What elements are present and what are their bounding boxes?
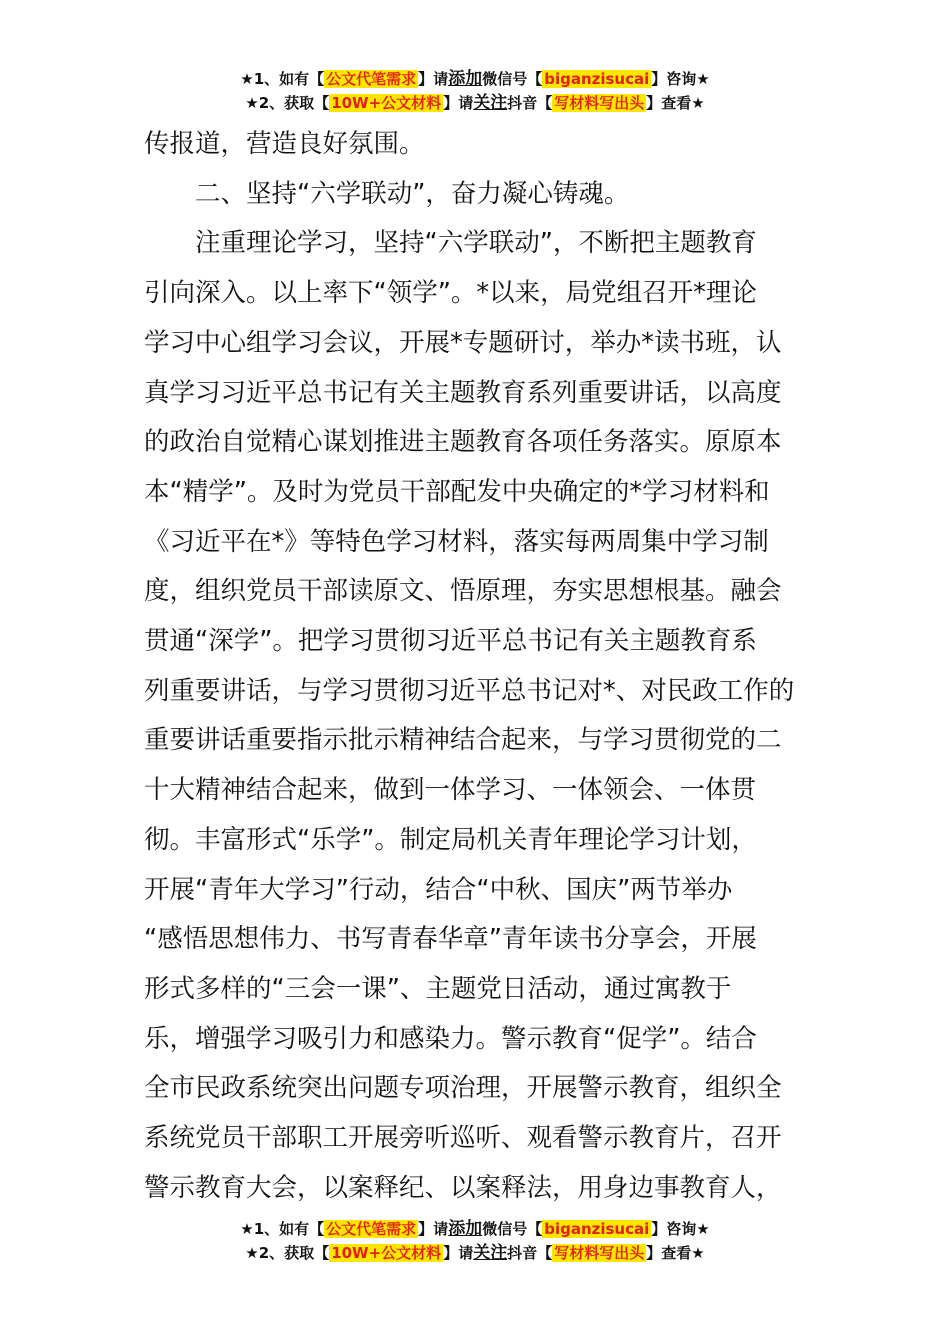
text-line: 系统党员干部职工开展旁听巡听、观看警示教育片，召开	[144, 1123, 782, 1154]
text-line: 的政治自觉精心谋划推进主题教育各项任务落实。原原本	[144, 427, 782, 458]
document-body	[144, 120, 810, 1213]
text-line: 乐，增强学习吸引力和感染力。警示教育“促学”。结合	[144, 1023, 757, 1054]
banner-line-1: ★1、如有【 公文代笔需求 】请添加微信号【 biganzisucai 】咨询★	[240, 69, 710, 89]
highlight-douyin-account: 写材料写出头	[554, 1244, 645, 1262]
section-heading: 二、坚持“六学联动”，奋力凝心铸魂。	[195, 178, 630, 209]
highlight-materials: 10W+公文材料	[331, 94, 442, 112]
highlight-service: 公文代笔需求	[326, 1220, 417, 1238]
highlight-wechat-id: biganzisucai	[544, 70, 650, 88]
top-watermark-banner	[0, 68, 950, 116]
text-line: 度，组织党员干部读原文、悟原理，夯实思想根基。融会	[144, 576, 782, 607]
banner-line-2: ★2、获取【 10W+公文材料 】请关注抖音【 写材料写出头 】查看★	[245, 93, 705, 113]
banner-line-1: ★1、如有【 公文代笔需求 】请添加微信号【 biganzisucai 】咨询★	[240, 1219, 710, 1239]
text-line: 真学习习近平总书记有关主题教育系列重要讲话，以高度	[144, 377, 782, 408]
text-line: 彻。丰富形式“乐学”。制定局机关青年理论学习计划，	[144, 824, 757, 855]
text-line: 本“精学”。及时为党员干部配发中央确定的*学习材料和	[144, 476, 770, 507]
text-line: 警示教育大会，以案释纪、以案释法，用身边事教育人，	[144, 1172, 782, 1203]
text-line: 引向深入。以上率下“领学”。*以来，局党组召开*理论	[144, 278, 757, 309]
text-line: 十大精神结合起来，做到一体学习、一体领会、一体贯	[144, 775, 757, 806]
highlight-wechat-id: biganzisucai	[544, 1220, 650, 1238]
body-paragraph	[144, 219, 810, 1213]
text-line: 《习近平在*》等特色学习材料，落实每两周集中学习制	[144, 526, 769, 557]
banner-line-2: ★2、获取【 10W+公文材料 】请关注抖音【 写材料写出头 】查看★	[245, 1243, 705, 1263]
text-line: 开展“青年大学习”行动，结合“中秋、国庆”两节举办	[144, 874, 733, 905]
text-line: “感悟思想伟力、书写青春华章”青年读书分享会，开展	[144, 924, 757, 955]
text-line: 学习中心组学习会议，开展*专题研讨，举办*读书班，认	[144, 327, 782, 358]
text-line: 贯通“深学”。把学习贯彻习近平总书记有关主题教育系	[144, 626, 757, 657]
text-line: 列重要讲话，与学习贯彻习近平总书记对*、对民政工作的	[144, 675, 795, 706]
text-line: 形式多样的“三会一课”、主题党日活动，通过寓教于	[144, 973, 732, 1004]
highlight-douyin-account: 写材料写出头	[554, 94, 645, 112]
bottom-watermark-banner	[0, 1218, 950, 1266]
text-line: 注重理论学习，坚持“六学联动”，不断把主题教育	[195, 228, 757, 259]
highlight-service: 公文代笔需求	[326, 70, 417, 88]
text-line: 重要讲话重要指示批示精神结合起来，与学习贯彻党的二	[144, 725, 782, 756]
highlight-materials: 10W+公文材料	[331, 1244, 442, 1262]
opening-line: 传报道，营造良好氛围。	[144, 129, 425, 159]
text-line: 全市民政系统突出问题专项治理，开展警示教育，组织全	[144, 1073, 782, 1104]
